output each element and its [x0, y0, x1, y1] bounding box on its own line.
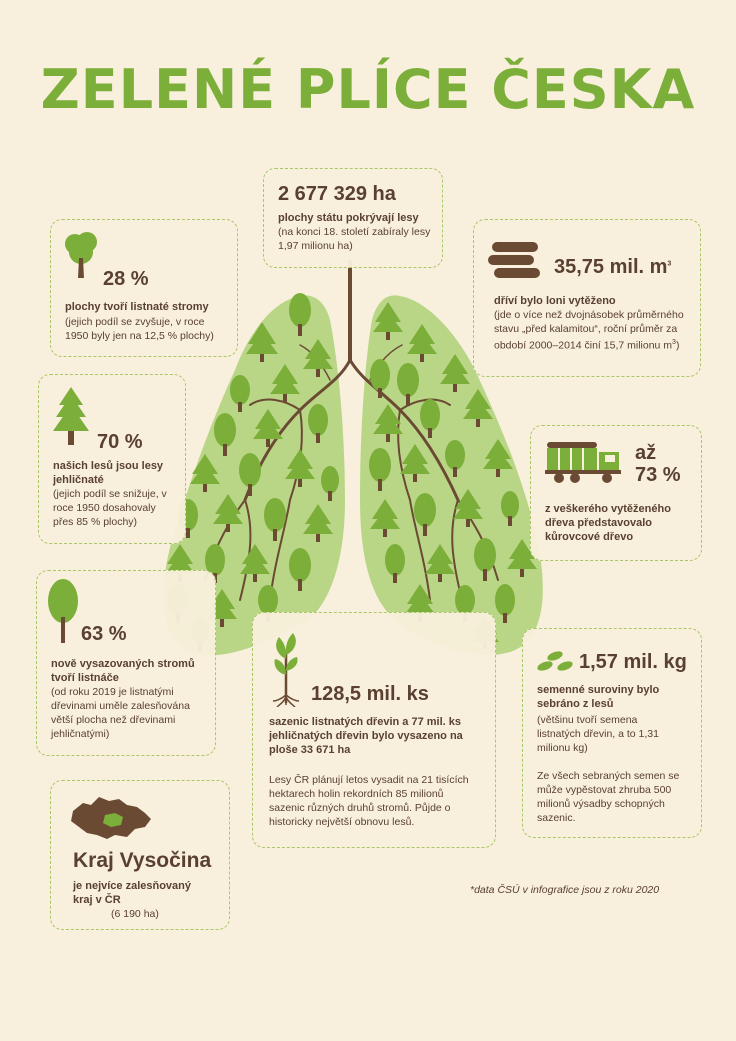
seeds-note-2: Ze všech sebraných semen se může vypěstovat zhruba 500 milionů výsadby schopných sazenic. — [537, 770, 680, 824]
seeds-icon — [535, 651, 575, 673]
bark-beetle-value: 73 % — [635, 464, 681, 486]
forest-area-value: 2 677 329 ha — [278, 183, 396, 205]
conifer-value: 70 % — [97, 431, 143, 453]
deciduous-tree-icon — [47, 579, 79, 645]
harvested-wood-note: (jde o více než dvojnásobek průměrného stavu „před kalamitou“, roční průměr za období 2000–2014 činí 15,7 milionu $m^3$) — [494, 309, 684, 352]
seeds-headline: semenné suroviny bylo sebráno z lesů — [537, 684, 660, 710]
truck-icon — [545, 440, 621, 484]
harvested-wood-value: 35,75 mil. $m^3$ — [554, 256, 672, 278]
seeds-note: (většinu tvoří semena listnatých dřevin, a to 1,31 milionu kg) — [537, 714, 659, 754]
seedling-icon — [269, 631, 303, 707]
broadleaf-box — [50, 219, 238, 357]
planted-trees-note: (od roku 2019 je listnatými dřevinami uměle zalesňována větší plocha než dřevinami jehličnatými) — [51, 686, 190, 740]
seedlings-note: Lesy ČR plánují letos vysadit na 21 tisících hektarech holin rekordních 85 milionů sazenic různých druhů stromů. Půjde o historicky největší obnovu lesů. — [269, 774, 469, 828]
conifer-note: (jejich podíl se snižuje, v roce 1950 dosahovaly přes 85 % plochy) — [53, 488, 167, 528]
seeds-value: 1,57 mil. kg — [579, 651, 687, 673]
forest-area-note: (na konci 18. století zabíraly lesy 1,97 milionu ha) — [278, 226, 431, 252]
planted-trees-value: 63 % — [81, 623, 127, 645]
region-value: Kraj Vysočina — [73, 849, 212, 872]
harvested-wood-box — [473, 219, 701, 377]
region-box — [50, 780, 230, 930]
bark-beetle-headline: z veškerého vytěženého dřeva představovalo kůrovcové dřevo — [545, 503, 671, 543]
czech-map-icon — [69, 793, 153, 843]
seedlings-value: 128,5 mil. ks — [311, 683, 429, 705]
seedlings-headline: sazenic listnatých dřevin a 77 mil. ks jehličnatých dřevin bylo vysazeno na ploše 33 671 ha — [269, 716, 463, 756]
conifer-headline: našich lesů jsou lesy jehličnaté — [53, 460, 164, 486]
harvested-wood-headline: dříví bylo loni vytěženo — [494, 295, 616, 307]
forest-area-box — [263, 168, 443, 268]
forest-area-headline: plochy státu pokrývají lesy — [278, 212, 419, 224]
deciduous-tree-icon — [63, 230, 99, 280]
page-title: ZELENÉ PLÍCE ČESKA — [40, 58, 696, 121]
seedlings-box — [252, 612, 496, 848]
conifer-box — [38, 374, 186, 544]
conifer-tree-icon — [53, 387, 89, 447]
logs-icon — [488, 240, 542, 280]
broadleaf-note: (jejich podíl se zvyšuje, v roce 1950 byly jen na 12,5 % plochy) — [65, 316, 214, 342]
planted-trees-box — [36, 570, 216, 756]
region-headline: je nejvíce zalesňovaný kraj v ČR — [73, 880, 192, 906]
seeds-box — [522, 628, 702, 838]
bark-beetle-value-prefix: až — [635, 442, 657, 464]
broadleaf-value: 28 % — [103, 268, 149, 290]
region-note: (6 190 ha) — [111, 908, 159, 920]
bark-beetle-box — [530, 425, 702, 561]
planted-trees-headline: nově vysazovaných stromů tvoří listnáče — [51, 658, 195, 684]
footnote: *data ČSÚ v infografice jsou z roku 2020 — [470, 884, 660, 896]
broadleaf-headline: plochy tvoří listnaté stromy — [65, 301, 209, 313]
